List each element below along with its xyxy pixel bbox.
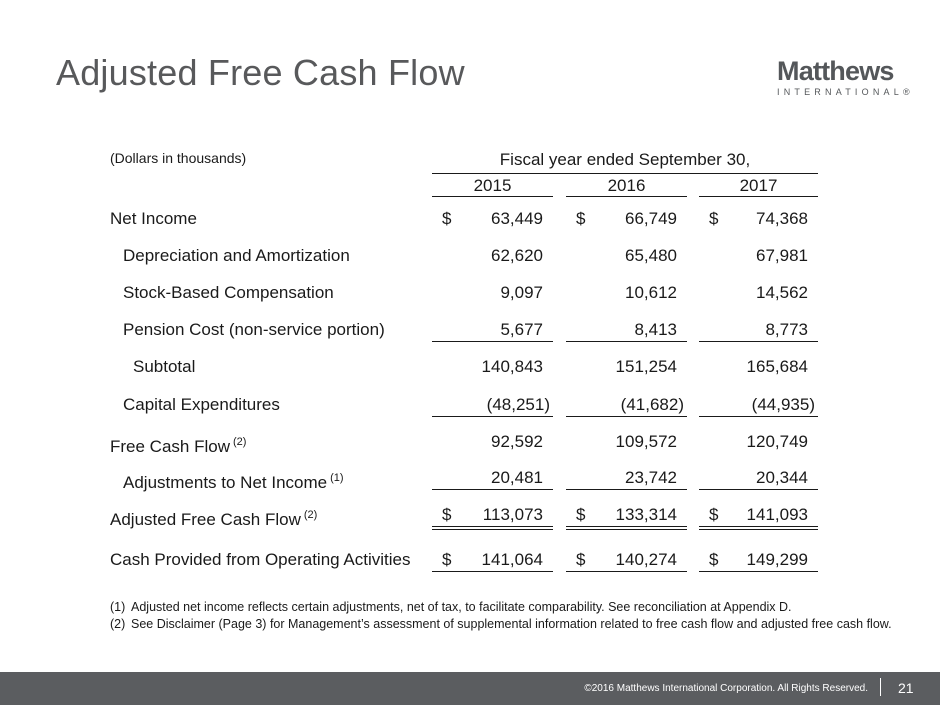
row-label-free-cash-flow <box>110 431 247 456</box>
copyright-text: ©2016 Matthews International Corporation. All Rights Reserved. <box>584 683 868 694</box>
value-number: 14,562 <box>756 283 808 302</box>
page-title: Adjusted Free Cash Flow <box>56 52 465 93</box>
value-cell-free-cash-flow-2017 <box>699 431 818 453</box>
row-label-text: Subtotal <box>133 357 196 376</box>
value-cell-depreciation-amortization-2016 <box>566 245 687 267</box>
value-cell-net-income-2016 <box>566 208 687 230</box>
footnote-reference: (2) <box>232 436 247 448</box>
value-cell-free-cash-flow-2016 <box>566 431 687 453</box>
value-cell-subtotal-2015 <box>432 356 553 378</box>
value-number: 62,620 <box>491 246 543 265</box>
value-cell-cash-from-operations-2017 <box>699 549 818 572</box>
currency-symbol: $ <box>442 209 452 228</box>
value-number: 8,773 <box>765 320 808 339</box>
row-label-cash-from-operations <box>110 549 410 571</box>
value-cell-depreciation-amortization-2017 <box>699 245 818 267</box>
footnote-reference: (1) <box>330 472 344 484</box>
company-logo <box>777 56 914 97</box>
currency-symbol: $ <box>576 505 586 524</box>
row-label-text: Depreciation and Amortization <box>123 246 350 265</box>
row-label-stock-based-compensation <box>123 282 334 304</box>
value-number: 140,274 <box>615 550 677 569</box>
value-cell-stock-based-compensation-2015 <box>432 282 553 304</box>
value-number: 140,843 <box>481 357 543 376</box>
value-number: 141,093 <box>746 505 808 524</box>
value-number: 63,449 <box>491 209 543 228</box>
value-cell-cash-from-operations-2015 <box>432 549 553 572</box>
value-number: 151,254 <box>615 357 677 376</box>
footnote-1 <box>110 599 892 616</box>
value-number: 74,368 <box>756 209 808 228</box>
value-number: 92,592 <box>491 432 543 451</box>
value-number: 113,073 <box>482 505 543 524</box>
footer-divider <box>880 678 881 696</box>
row-label-subtotal <box>133 356 195 378</box>
value-cell-adjustments-to-net-income-2015 <box>432 467 553 490</box>
value-number: 65,480 <box>625 246 677 265</box>
currency-symbol: $ <box>442 505 452 524</box>
row-label-text: Stock-Based Compensation <box>123 283 334 302</box>
row-label-adjusted-free-cash-flow <box>110 504 318 529</box>
value-number: 20,344 <box>756 468 808 487</box>
value-number: 109,572 <box>615 432 677 451</box>
value-cell-stock-based-compensation-2017 <box>699 282 818 304</box>
value-number: (48,251) <box>486 395 550 414</box>
logo-subtitle: INTERNATIONAL® <box>777 87 914 97</box>
value-number: 5,677 <box>500 320 543 339</box>
value-number: 120,749 <box>746 432 808 451</box>
row-label-text: Cash Provided from Operating Activities <box>110 550 411 569</box>
currency-symbol: $ <box>576 550 586 569</box>
currency-symbol: $ <box>709 550 719 569</box>
row-label-text: Free Cash Flow <box>110 437 230 456</box>
row-label-text: Net Income <box>110 209 197 228</box>
units-note: (Dollars in thousands) <box>110 150 247 166</box>
value-cell-adjustments-to-net-income-2017 <box>699 467 818 490</box>
value-cell-pension-cost-2016 <box>566 319 687 342</box>
row-label-text: Adjusted Free Cash Flow <box>110 510 301 529</box>
footnote-marker: (2) <box>110 617 126 631</box>
value-cell-adjusted-free-cash-flow-2015 <box>432 504 553 530</box>
value-cell-stock-based-compensation-2016 <box>566 282 687 304</box>
year-header-2017: 2017 <box>699 176 818 197</box>
value-number: 141,064 <box>481 550 543 569</box>
value-cell-capital-expenditures-2015 <box>432 394 553 417</box>
year-header-2016: 2016 <box>566 176 687 197</box>
currency-symbol: $ <box>576 209 586 228</box>
currency-symbol: $ <box>709 209 719 228</box>
value-cell-capital-expenditures-2017 <box>699 394 818 417</box>
row-label-text: Pension Cost (non-service portion) <box>123 320 385 339</box>
footnote-text: See Disclaimer (Page 3) for Management’s assessment of supplemental information related to free cash flow and adjusted free cash flow. <box>131 617 892 631</box>
footer-bar <box>0 672 940 705</box>
value-cell-adjusted-free-cash-flow-2017 <box>699 504 818 530</box>
value-number: 9,097 <box>500 283 543 302</box>
footnote-2 <box>110 616 892 633</box>
logo-name: Matthews <box>777 56 894 86</box>
footnote-marker: (1) <box>110 600 126 614</box>
value-cell-pension-cost-2015 <box>432 319 553 342</box>
value-cell-adjustments-to-net-income-2016 <box>566 467 687 490</box>
value-number: 23,742 <box>625 468 677 487</box>
currency-symbol: $ <box>442 550 452 569</box>
value-cell-pension-cost-2017 <box>699 319 818 342</box>
row-label-depreciation-amortization <box>123 245 350 267</box>
row-label-text: Adjustments to Net Income <box>123 473 328 492</box>
value-cell-capital-expenditures-2016 <box>566 394 687 417</box>
value-number: (44,935) <box>751 395 815 414</box>
value-number: (41,682) <box>620 395 684 414</box>
value-number: 67,981 <box>756 246 808 265</box>
value-cell-free-cash-flow-2015 <box>432 431 553 453</box>
value-number: 66,749 <box>625 209 677 228</box>
value-cell-subtotal-2017 <box>699 356 818 378</box>
page-number: 21 <box>898 680 914 696</box>
footnotes <box>110 599 892 633</box>
value-number: 20,481 <box>491 468 543 487</box>
row-label-net-income <box>110 208 197 230</box>
year-header-2015: 2015 <box>432 176 553 197</box>
value-number: 165,684 <box>746 357 808 376</box>
period-header: Fiscal year ended September 30, <box>432 150 818 174</box>
value-cell-net-income-2017 <box>699 208 818 230</box>
currency-symbol: $ <box>709 505 719 524</box>
value-cell-subtotal-2016 <box>566 356 687 378</box>
row-label-text: Capital Expenditures <box>123 395 280 414</box>
value-number: 8,413 <box>634 320 677 339</box>
value-cell-cash-from-operations-2016 <box>566 549 687 572</box>
value-cell-depreciation-amortization-2015 <box>432 245 553 267</box>
row-label-capital-expenditures <box>123 394 280 416</box>
row-label-adjustments-to-net-income <box>123 467 344 492</box>
value-number: 10,612 <box>625 283 677 302</box>
footnote-text: Adjusted net income reflects certain adjustments, net of tax, to facilitate comparability. See reconciliation at Appendix D. <box>131 600 792 614</box>
value-number: 133,314 <box>615 505 677 524</box>
value-cell-net-income-2015 <box>432 208 553 230</box>
value-cell-adjusted-free-cash-flow-2016 <box>566 504 687 530</box>
row-label-pension-cost <box>123 319 385 341</box>
value-number: 149,299 <box>746 550 808 569</box>
footnote-reference: (2) <box>303 509 318 521</box>
